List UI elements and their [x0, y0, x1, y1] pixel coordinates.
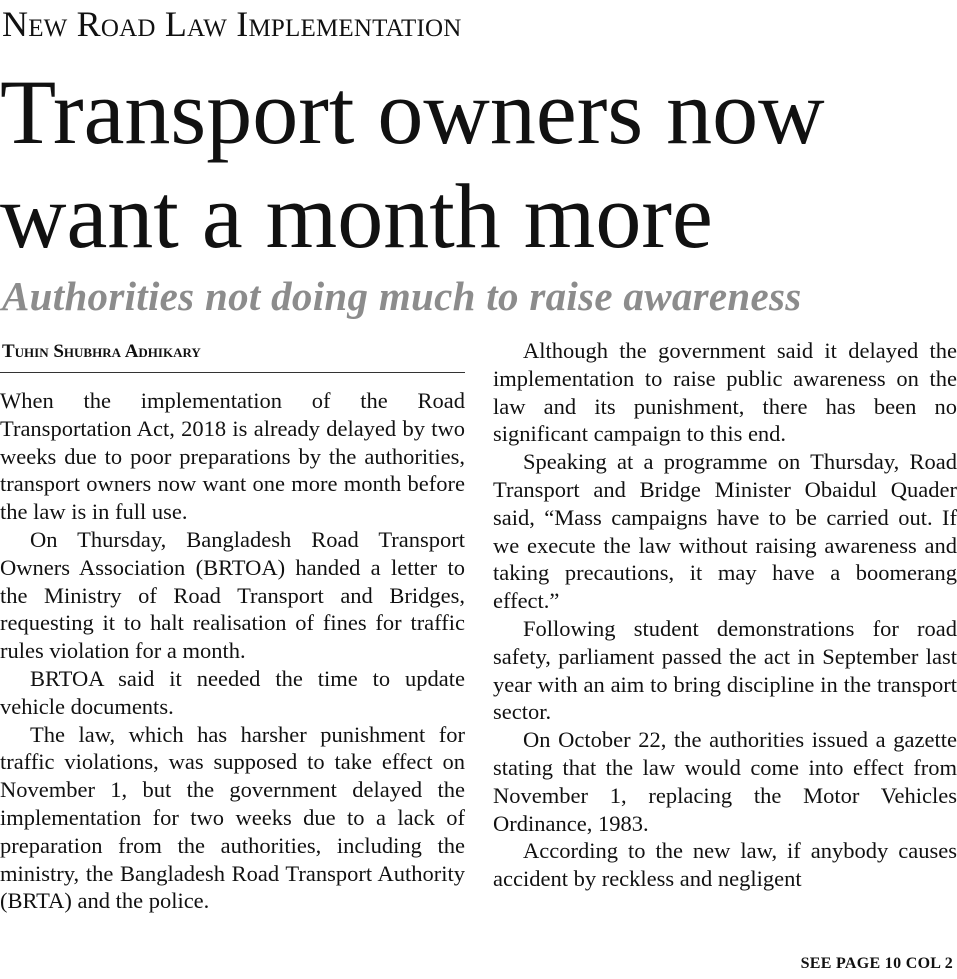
byline: Tuhin Shubhra Adhikary [2, 341, 201, 362]
continuation-jump: SEE PAGE 10 COL 2 [800, 955, 953, 972]
paragraph: Speaking at a programme on Thursday, Road Transport and Bridge Minister Obaidul Quader said, “Mass campaigns have to be carried out. If we execute the law without raising awareness and taking precautions, it may have a boomerang effect.” [493, 449, 957, 614]
paragraph: When the implementation of the Road Transportation Act, 2018 is already delayed by two weeks due to poor preparations by the authorities, transport owners now want one more month before the law is in full use. [0, 388, 465, 525]
paragraph: On Thursday, Bangladesh Road Transport Owners Association (BRTOA) handed a letter to the Ministry of Road Transport and Bridges, requesting it to halt realisation of fines for traffic rules violation for a month. [0, 526, 465, 664]
paragraph: The law, which has harsher punishment for traffic violations, was supposed to take effect on November 1, but the government delayed the implementation for two weeks due to a lack of preparation from the authorities, including the ministry, the Bangladesh Road Transport Authority (BRTA) and the police. [0, 721, 465, 914]
byline-rule [0, 372, 465, 373]
article-column-left [0, 387, 465, 915]
headline [0, 60, 957, 268]
article-column-right [493, 337, 957, 893]
headline-line-1: Transport owners now [0, 61, 825, 163]
kicker: New Road Law Implementation [2, 4, 462, 44]
paragraph: Following student demonstrations for road safety, parliament passed the act in September last year with an aim to bring discipline in the transport sector. [493, 615, 957, 725]
headline-line-2: want a month more [0, 165, 713, 267]
paragraph: BRTOA said it needed the time to update vehicle documents. [0, 665, 465, 719]
paragraph: Although the government said it delayed the implementation to raise public awareness on the law and its punishment, there has been no significant campaign to this end. [493, 338, 957, 447]
subheadline: Authorities not doing much to raise awareness [2, 273, 802, 319]
paragraph: On October 22, the authorities issued a gazette stating that the law would come into effect from November 1, replacing the Motor Vehicles Ordinance, 1983. [493, 727, 957, 836]
paragraph: According to the new law, if anybody causes accident by reckless and negligent [493, 838, 957, 892]
